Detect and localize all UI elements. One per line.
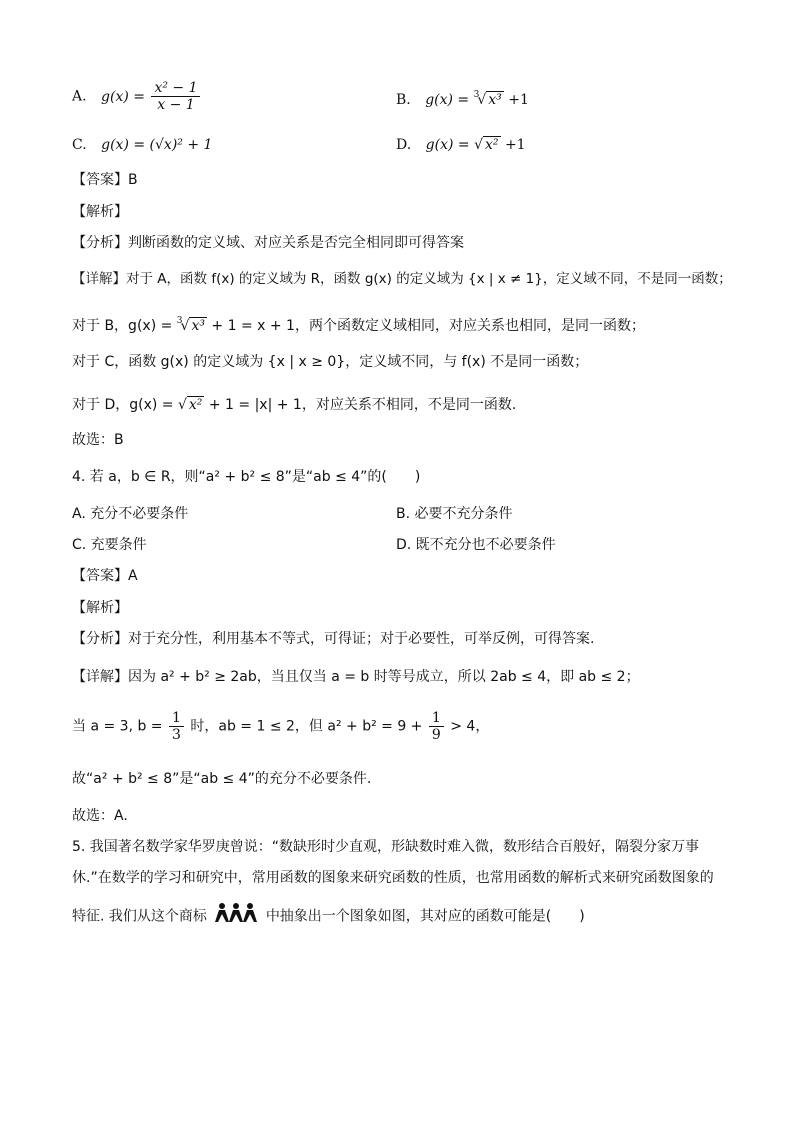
radical-icon: √ bbox=[477, 92, 487, 108]
option-c bbox=[72, 134, 212, 156]
q4-option-a: A. 充分不必要条件 bbox=[72, 506, 189, 522]
radicand: x³ bbox=[191, 318, 205, 334]
option-d-tail: +1 bbox=[504, 137, 526, 153]
q3-fenxi: 【分析】判断函数的定义域、对应关系是否完全相同即可得答案 bbox=[72, 235, 464, 251]
option-label: A. bbox=[72, 88, 87, 105]
option-a bbox=[72, 80, 202, 113]
fraction bbox=[151, 80, 200, 113]
root-index: 3 bbox=[473, 90, 480, 100]
q4-stem: 4. 若 a，b ∈ R，则“a² + b² ≤ 8”是“ab ≤ 4”的( ) bbox=[72, 469, 421, 485]
radical-icon: √ bbox=[177, 397, 187, 413]
q4-option-b: B. 必要不充分条件 bbox=[396, 506, 513, 522]
radicand: x² bbox=[188, 397, 203, 413]
q4-option-d: D. 既不充分也不必要条件 bbox=[396, 537, 556, 553]
fraction-numerator: 1 bbox=[429, 710, 444, 727]
q3-detail-d bbox=[72, 394, 516, 416]
detail-b-pre: 对于 B，g(x) = bbox=[72, 318, 173, 334]
root-index: 3 bbox=[176, 316, 183, 326]
fraction-denominator: 9 bbox=[431, 727, 441, 743]
q3-analysis-heading: 【解析】 bbox=[72, 204, 128, 220]
fraction bbox=[429, 710, 444, 743]
counterexample-pre: 当 a = 3, b = bbox=[72, 718, 163, 735]
q4-conclusion: 故“a² + b² ≤ 8”是“ab ≤ 4”的充分不必要条件. bbox=[72, 771, 372, 787]
radical-icon: √ bbox=[474, 137, 483, 153]
q4-fenxi: 【分析】对于充分性，利用基本不等式，可得证；对于必要性，可举反例，可得答案. bbox=[72, 631, 595, 647]
detail-b-post: + 1 = x + 1，两个函数定义域相同，对应关系也相同，是同一函数； bbox=[211, 318, 645, 334]
fraction-numerator: x² − 1 bbox=[151, 80, 200, 97]
q4-answer: 【答案】A bbox=[72, 568, 138, 584]
kappa-logo-icon bbox=[213, 902, 259, 931]
counterexample-mid: 时，ab = 1 ≤ 2，但 a² + b² = 9 + bbox=[190, 718, 423, 735]
option-a-lhs: g(x) = bbox=[101, 88, 145, 105]
q4-choice: 故选：A. bbox=[72, 808, 128, 824]
option-d-lhs: g(x) = bbox=[425, 137, 470, 153]
q3-choice: 故选：B bbox=[72, 432, 124, 448]
q4-analysis-heading: 【解析】 bbox=[72, 600, 128, 616]
q5-line-3 bbox=[72, 902, 585, 931]
fraction-numerator: 1 bbox=[169, 710, 184, 727]
option-c-expr: g(x) = (√x)² + 1 bbox=[101, 137, 213, 153]
q4-counterexample bbox=[72, 710, 489, 743]
fraction-denominator: 3 bbox=[172, 727, 181, 743]
option-label: B. bbox=[396, 92, 411, 108]
detail-d-pre: 对于 D，g(x) = bbox=[72, 397, 174, 413]
option-b-lhs: g(x) = bbox=[425, 92, 470, 108]
q5-line-2: 休.”在数学的学习和研究中，常用函数的图象来研究函数的性质，也常用函数的解析式来研究函数图象的 bbox=[72, 870, 714, 886]
option-b bbox=[396, 84, 529, 111]
q4-option-c: C. 充要条件 bbox=[72, 537, 147, 553]
q5-line-3-post: 中抽象出一个图象如图，其对应的函数可能是( ) bbox=[265, 908, 585, 925]
counterexample-post: > 4， bbox=[450, 718, 490, 735]
option-d bbox=[396, 134, 526, 156]
radicand: x³ bbox=[488, 92, 502, 108]
fraction-denominator: x − 1 bbox=[157, 97, 195, 113]
radical-icon: √ bbox=[180, 318, 190, 334]
q3-detail-c: 对于 C，函数 g(x) 的定义域为 {x | x ≥ 0}，定义域不同，与 f(x) 不是同一函数； bbox=[72, 354, 589, 370]
q5-line-1: 5. 我国著名数学家华罗庚曾说：“数缺形时少直观，形缺数时难入微，数形结合百般好，隔裂分家万事 bbox=[72, 839, 700, 855]
q5-line-3-pre: 特征. 我们从这个商标 bbox=[72, 908, 207, 925]
option-label: D. bbox=[396, 137, 412, 153]
radicand: x² bbox=[484, 137, 499, 153]
q4-detail: 【详解】因为 a² + b² ≥ 2ab，当且仅当 a = b 时等号成立，所以 2ab ≤ 4，即 ab ≤ 2； bbox=[72, 669, 640, 685]
q3-answer: 【答案】B bbox=[72, 172, 138, 188]
fraction bbox=[169, 710, 184, 743]
option-label: C. bbox=[72, 137, 87, 153]
option-b-tail: +1 bbox=[508, 92, 529, 108]
detail-d-post: + 1 = |x| + 1，对应关系不相同，不是同一函数. bbox=[208, 397, 517, 413]
q3-detail-a: 【详解】对于 A，函数 f(x) 的定义域为 R，函数 g(x) 的定义域为 {x | x ≠ 1}，定义域不同，不是同一函数； bbox=[72, 271, 732, 287]
q3-detail-b bbox=[72, 310, 645, 337]
